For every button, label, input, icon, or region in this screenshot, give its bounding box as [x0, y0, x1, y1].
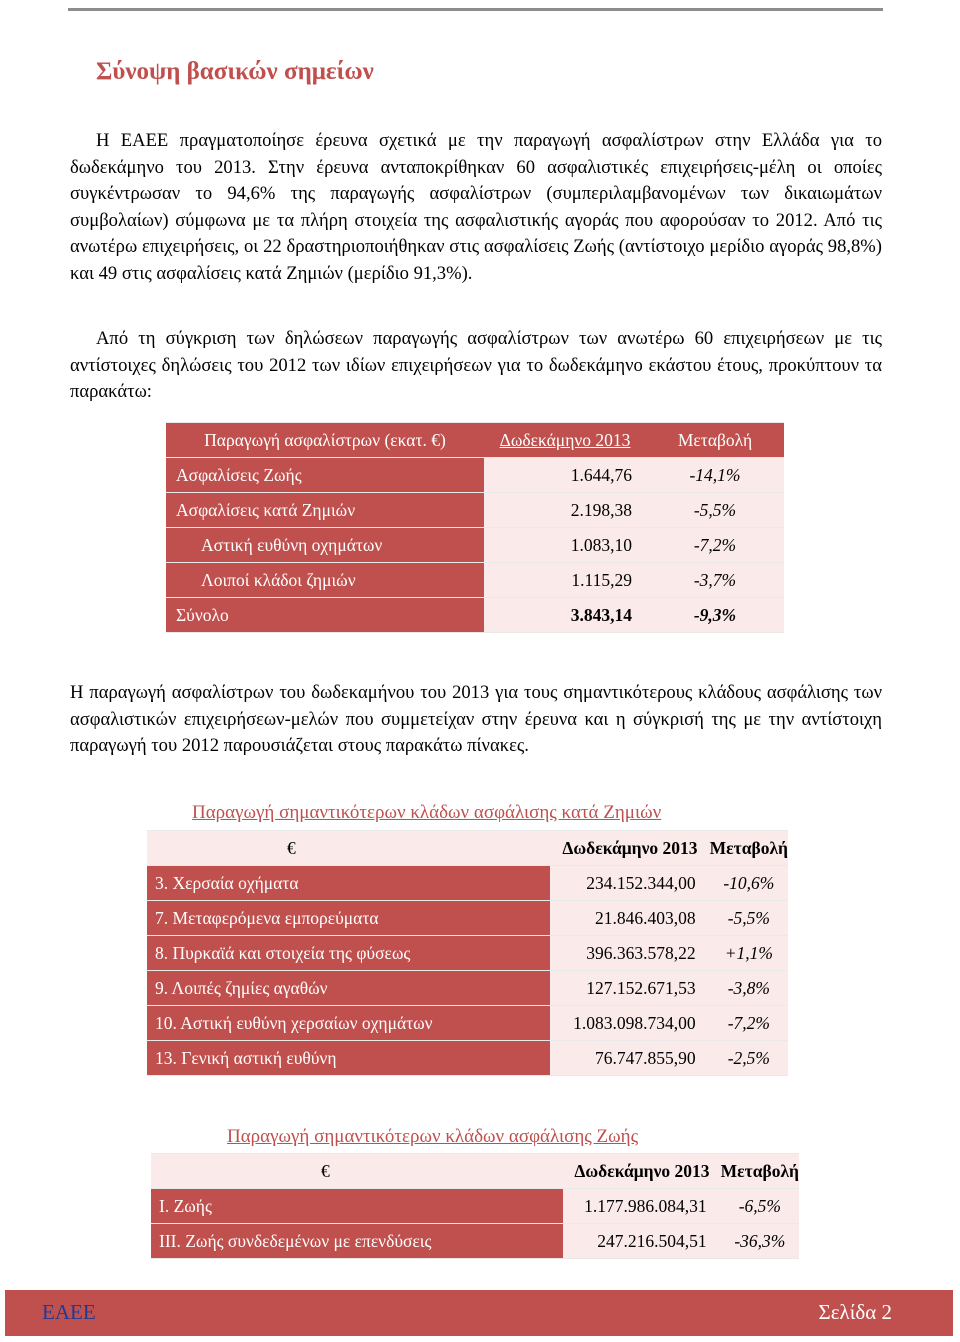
total-value: 3.843,14	[484, 598, 646, 633]
table-row	[147, 901, 788, 936]
row-value: 1.177.986.084,31	[563, 1189, 720, 1224]
row-label: 9. Λοιπές ζημίες αγαθών	[147, 971, 550, 1006]
row-change: -5,5%	[646, 493, 784, 528]
nonlife-table	[147, 830, 788, 1076]
life-table	[151, 1153, 799, 1259]
row-label: 8. Πυρκαϊά και στοιχεία της φύσεως	[147, 936, 550, 971]
row-label: Ι. Ζωής	[151, 1189, 563, 1224]
table-row	[151, 1189, 799, 1224]
table-row	[147, 1041, 788, 1076]
tables-intro-paragraph	[70, 680, 882, 760]
header-cell: Παραγωγή ασφαλίστρων (εκατ. €)	[166, 423, 484, 458]
table-row	[166, 493, 784, 528]
total-label: Σύνολο	[166, 598, 484, 633]
life-table-title: Παραγωγή σημαντικότερων κλάδων ασφάλισης Ζωής	[227, 1126, 639, 1147]
row-change: -2,5%	[710, 1041, 788, 1076]
table-row	[166, 458, 784, 493]
table-header-row	[151, 1154, 799, 1189]
footer-org-name: ΕΑΕΕ	[42, 1300, 96, 1324]
page-title: Σύνοψη βασικών σημείων	[96, 58, 374, 85]
footer-bar	[5, 1290, 953, 1336]
row-change: -14,1%	[646, 458, 784, 493]
table-row	[147, 936, 788, 971]
total-change: -9,3%	[646, 598, 784, 633]
top-rule	[68, 8, 883, 11]
row-label: Λοιποί κλάδοι ζημιών	[166, 563, 484, 598]
row-value: 1.083.098.734,00	[550, 1006, 709, 1041]
table-total-row	[166, 598, 784, 633]
row-change: +1,1%	[710, 936, 788, 971]
row-label: 10. Αστική ευθύνη χερσαίων οχημάτων	[147, 1006, 550, 1041]
intro-text: Η ΕΑΕΕ πραγματοποίησε έρευνα σχετικά με την παραγωγή ασφαλίστρων στην Ελλάδα για το δωδεκάμηνο του 2013. Στην έρευνα ανταποκρίθηκαν 60 ασφαλιστικές επιχειρήσεις-μέλη οι οποίες συγκέντρωσαν το 94,6% της παραγωγής ασφαλίστρων (συμπεριλαμβανομένων των δικαιωμάτων συμβολαίων) σύμφωνα με τα πλήρη στοιχεία της ασφαλιστικής αγοράς που αφορούσαν το 2012. Από τις ανωτέρω επιχειρήσεις, οι 22 δραστηριοποιήθηκαν στις ασφαλίσεις Ζωής (αντίστοιχο μερίδιο αγοράς 98,8%) και 49 στις ασφαλίσεις κατά Ζημιών (μερίδιο 91,3%).	[70, 130, 882, 284]
intro-paragraph	[70, 128, 882, 287]
row-change: -7,2%	[646, 528, 784, 563]
comparison-paragraph	[70, 326, 882, 406]
row-label: 13. Γενική αστική ευθύνη	[147, 1041, 550, 1076]
row-change: -7,2%	[710, 1006, 788, 1041]
nonlife-table-title: Παραγωγή σημαντικότερων κλάδων ασφάλισης κατά Ζημιών	[192, 802, 662, 823]
comparison-text: Από τη σύγκριση των δηλώσεων παραγωγής ασφαλίστρων των ανωτέρω 60 επιχειρήσεων με τις αντίστοιχες δηλώσεις του 2012 των ιδίων επιχειρήσεων για το δωδεκάμηνο εκάστου έτους, προκύπτουν τα παρακάτω:	[70, 328, 882, 402]
header-cell: Μεταβολή	[710, 831, 788, 866]
summary-table	[166, 422, 784, 633]
row-value: 2.198,38	[484, 493, 646, 528]
row-change: -5,5%	[710, 901, 788, 936]
row-change: -6,5%	[721, 1189, 799, 1224]
table-row	[166, 563, 784, 598]
row-change: -36,3%	[721, 1224, 799, 1259]
row-label: ΙΙΙ. Ζωής συνδεδεμένων με επενδύσεις	[151, 1224, 563, 1259]
row-change: -3,7%	[646, 563, 784, 598]
row-value: 396.363.578,22	[550, 936, 709, 971]
header-cell: Μεταβολή	[721, 1154, 799, 1189]
footer-page-number: Σελίδα 2	[818, 1300, 892, 1324]
row-label: Αστική ευθύνη οχημάτων	[166, 528, 484, 563]
header-cell: Δωδεκάμηνο 2013	[484, 423, 646, 458]
tables-intro-text: Η παραγωγή ασφαλίστρων του δωδεκαμήνου του 2013 για τους σημαντικότερους κλάδους ασφάλισης των ασφαλιστικών επιχειρήσεων-μελών που συμμετείχαν στην έρευνα και η σύγκρισή της με την αντίστοιχη παραγωγή του 2012 παρουσιάζεται στους παρακάτω πίνακες.	[70, 682, 882, 756]
row-value: 1.115,29	[484, 563, 646, 598]
table-row	[147, 1006, 788, 1041]
table-header-row	[147, 831, 788, 866]
row-label: 3. Χερσαία οχήματα	[147, 866, 550, 901]
row-label: Ασφαλίσεις κατά Ζημιών	[166, 493, 484, 528]
row-value: 234.152.344,00	[550, 866, 709, 901]
row-label: Ασφαλίσεις Ζωής	[166, 458, 484, 493]
table-row	[147, 971, 788, 1006]
row-label: 7. Μεταφερόμενα εμπορεύματα	[147, 901, 550, 936]
row-value: 76.747.855,90	[550, 1041, 709, 1076]
currency-header: €	[147, 831, 550, 866]
header-cell: Μεταβολή	[646, 423, 784, 458]
table-row	[166, 528, 784, 563]
row-value: 1.083,10	[484, 528, 646, 563]
header-cell: Δωδεκάμηνο 2013	[563, 1154, 720, 1189]
table-header-row	[166, 423, 784, 458]
row-value: 1.644,76	[484, 458, 646, 493]
table-row	[151, 1224, 799, 1259]
currency-header: €	[151, 1154, 563, 1189]
row-change: -10,6%	[710, 866, 788, 901]
row-value: 247.216.504,51	[563, 1224, 720, 1259]
row-value: 21.846.403,08	[550, 901, 709, 936]
row-value: 127.152.671,53	[550, 971, 709, 1006]
row-change: -3,8%	[710, 971, 788, 1006]
header-cell: Δωδεκάμηνο 2013	[550, 831, 709, 866]
table-row	[147, 866, 788, 901]
